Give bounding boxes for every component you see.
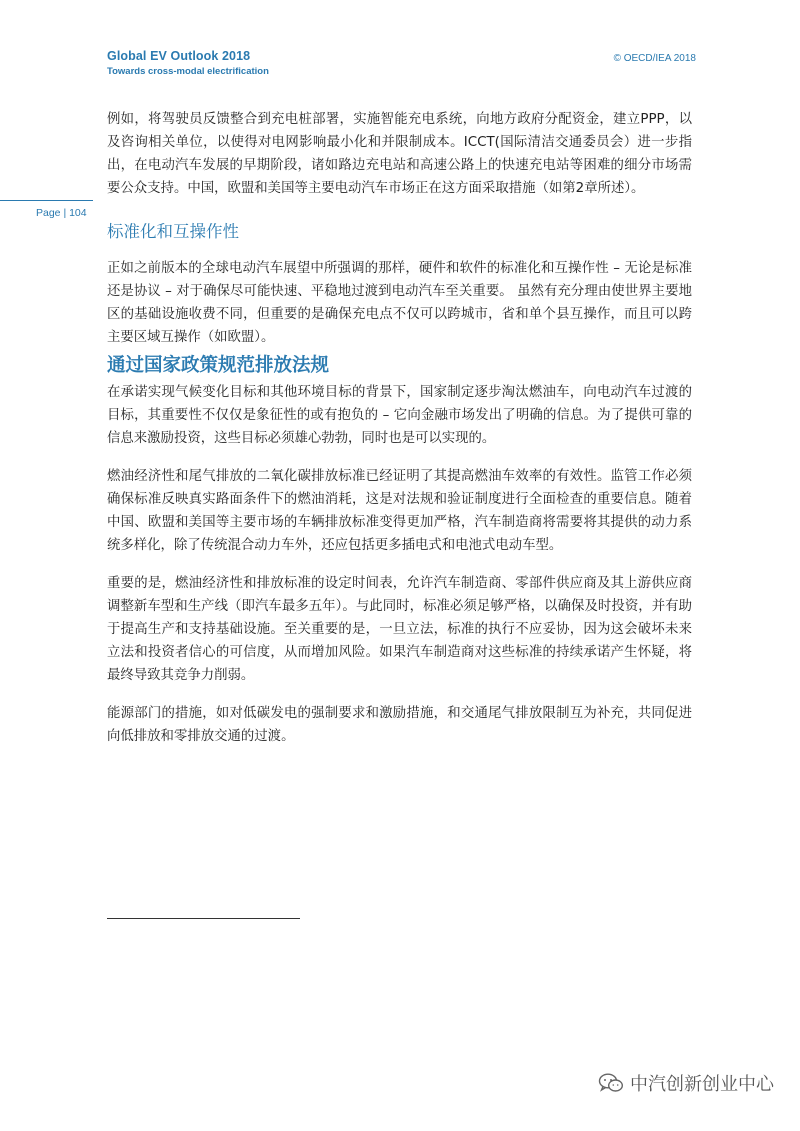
footnote-divider: [107, 918, 300, 919]
paragraph-6: 能源部门的措施，如对低碳发电的强制要求和激励措施，和交通尾气排放限制互为补充，共同促进向低排放和零排放交通的过渡。: [107, 706, 692, 744]
section-heading-emissions: 通过国家政策规范排放法规: [107, 355, 330, 376]
page-marker-rule: [0, 200, 93, 201]
watermark-text: 中汽创新创业中心: [630, 1074, 774, 1095]
report-subtitle: Towards cross-modal electrification: [107, 66, 269, 77]
paragraph-5: 重要的是，燃油经济性和排放标准的设定时间表，允许汽车制造商、零部件供应商及其上游供应商调整新车型和生产线（即汽车最多五年）。与此同时，标准必须足够严格，以确保及时投资，并有助于提高生产和支持基础设施。至关重要的是，一旦立法，标准的执行不应妥协，因为这会破坏未来立法和投资者信心的可信度，从而增加风险。如果汽车制造商对这些标准的持续承诺产生怀疑，将最终导致其竞争力削弱。: [107, 576, 692, 683]
watermark: [598, 1070, 774, 1096]
report-title: Global EV Outlook 2018: [107, 49, 251, 63]
paragraph-3: 在承诺实现气候变化目标和其他环境目标的背景下，国家制定逐步淘汰燃油车，向电动汽车过渡的目标，其重要性不仅仅是象征性的或有抱负的 – 它向金融市场发出了明确的信息。为了提供可靠的信息来激励投资，这些目标必须雄心勃勃，同时也是可以实现的。: [107, 385, 692, 446]
paragraph-4: 燃油经济性和尾气排放的二氧化碳排放标准已经证明了其提高燃油车效率的有效性。监管工作必须确保标准反映真实路面条件下的燃油消耗，这是对法规和验证制度进行全面检查的重要信息。随着中国、欧盟和美国等主要市场的车辆排放标准变得更加严格，汽车制造商将需要将其提供的动力系统多样化，除了传统混合动力车外，还应包括更多插电式和电池式电动车型。: [107, 469, 692, 553]
main-content: [107, 108, 692, 748]
paragraph-1: 例如，将驾驶员反馈整合到充电桩部署，实施智能充电系统，向地方政府分配资金，建立PPP，以及咨询相关单位，以使得对电网影响最小化和并限制成本。ICCT(国际清洁交通委员会）进一步指出，在电动汽车发展的早期阶段，诸如路边充电站和高速公路上的快速充电站等困难的细分市场需要公众支持。中国，欧盟和美国等主要电动汽车市场正在这方面采取措施（如第2章所述）。: [107, 112, 692, 196]
paragraph-2: 正如之前版本的全球电动汽车展望中所强调的那样，硬件和软件的标准化和互操作性 – 无论是标准还是协议 – 对于确保尽可能快速、平稳地过渡到电动汽车至关重要。 虽然有充分理由使世界主要地区的基础设施收费不同，但重要的是确保充电点不仅可以跨城市，省和单个县互操作，而且可以跨主要区域互操作（如欧盟）。: [107, 261, 692, 345]
wechat-icon: [598, 1073, 624, 1093]
page-number: Page | 104: [36, 207, 87, 219]
section-heading-standardization: 标准化和互操作性: [107, 222, 239, 241]
copyright: © OECD/IEA 2018: [613, 53, 696, 64]
